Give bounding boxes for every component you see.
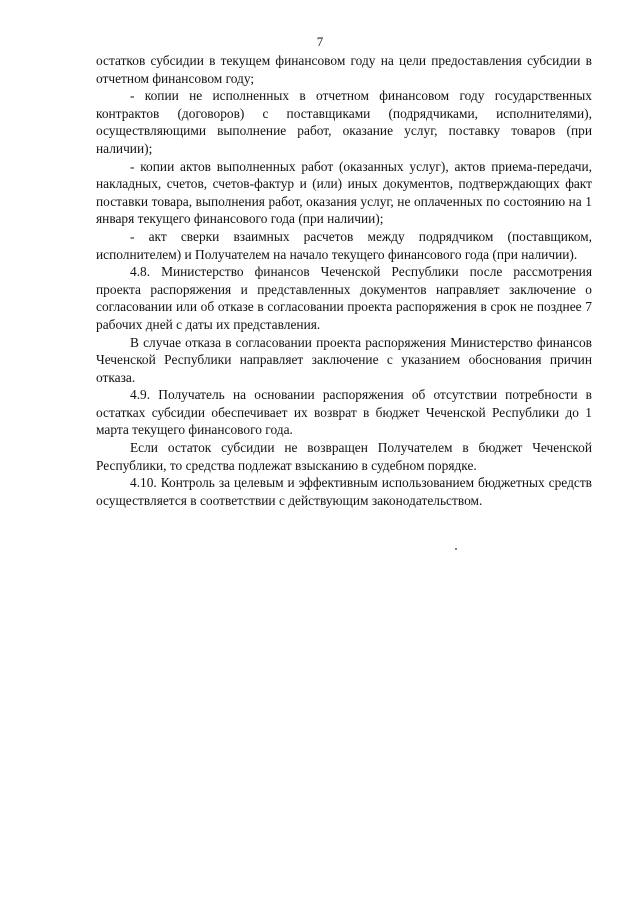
page-number: 7 bbox=[316, 34, 324, 49]
list-item-reconciliation: - акт сверки взаимных расчетов между подрядчиком (поставщиком, исполнителем) и Получателем на начало текущего финансового года (при наличии). bbox=[96, 228, 592, 262]
document-body bbox=[96, 52, 592, 509]
list-item-contracts: - копии не исполненных в отчетном финансовом году государственных контрактов (договоров) с поставщиками (подрядчиками, исполнителями), осуществляющими выполнение работ, оказание услуг, поставку товаров (при наличии); bbox=[96, 88, 592, 156]
scan-speck bbox=[455, 548, 457, 550]
clause-4-9: 4.9. Получатель на основании распоряжения об отсутствии потребности в остатках субсидии обеспечивает их возврат в бюджет Чеченской Республики до 1 марта текущего финансового года. bbox=[96, 387, 592, 438]
paragraph-continuation: остатков субсидии в текущем финансовом году на цели предоставления субсидии в отчетном финансовом году; bbox=[96, 53, 592, 86]
list-item-acts: - копии актов выполненных работ (оказанных услуг), актов приема-передачи, накладных, счетов, счетов-фактур и (или) иных документов, подтверждающих факт поставки товара, выполнения работ, оказания услуг, не оплаченных по состоянию на 1 января текущего финансового года (при наличии); bbox=[96, 158, 592, 227]
paragraph-refusal: В случае отказа в согласовании проекта распоряжения Министерство финансов Чеченской Республики направляет заключение с указанием обоснования причин отказа. bbox=[96, 334, 592, 385]
clause-4-10: 4.10. Контроль за целевым и эффективным использованием бюджетных средств осуществляется в соответствии с действующим законодательством. bbox=[96, 475, 592, 508]
paragraph-recovery: Если остаток субсидии не возвращен Получателем в бюджет Чеченской Республики, то средства подлежат взысканию в судебном порядке. bbox=[96, 440, 592, 473]
clause-4-8: 4.8. Министерство финансов Чеченской Республики после рассмотрения проекта распоряжения и представленных документов направляет заключение о согласовании или об отказе в согласовании проекта распоряжения в срок не позднее 7 рабочих дней с даты их представления. bbox=[96, 264, 592, 332]
